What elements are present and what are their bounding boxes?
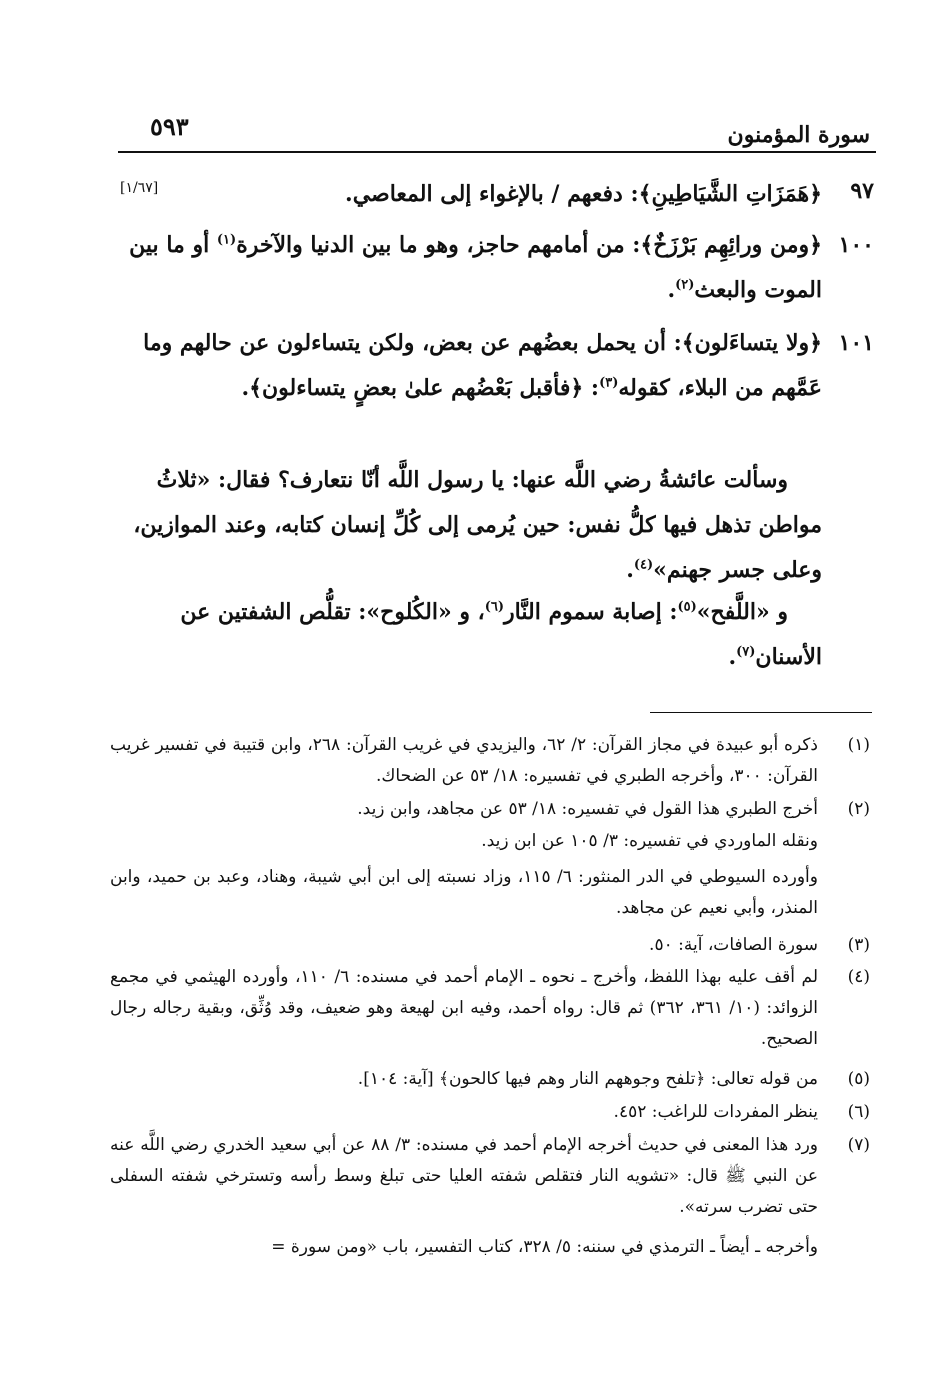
page-number: ٥٩٣ — [150, 112, 189, 141]
footnote-6 — [110, 1097, 870, 1128]
footnote-number: (٦) — [847, 1102, 870, 1122]
footnote-7-continuation — [110, 1232, 870, 1263]
footnote-text: من قوله تعالى: ﴿تلفح وجوههم النار وهم فيها كالحون﴾ [آية: ١٠٤]. — [357, 1069, 818, 1089]
footnote-text: ذكره أبو عبيدة في مجاز القرآن: ٢/ ٦٢، واليزيدي في غريب القرآن: ٢٦٨، وابن قتيبة في تفسير غريب القرآن: ٣٠٠، وأخرجه الطبري في تفسيره: ١٨/ ٥٣ عن الضحاك. — [110, 735, 818, 786]
footnote-3 — [110, 930, 870, 961]
lafh-part-a: و «اللَّفح» — [696, 599, 788, 625]
footnote-text: سورة الصافات، آية: ٥٠. — [649, 935, 818, 955]
verse-number-101: ١٠١ — [838, 330, 874, 356]
footnote-text: ورد هذا المعنى في حديث أخرجه الإمام أحمد في مسنده: ٣/ ٨٨ عن أبي سعيد الخدري رضي اللَّه عنه عن النبي ﷺ قال: «تشويه النار فتقلص شفته العليا حتى تبلغ وسط رأسه وتسترخي شفته السفلى حتى تضرب سرته». — [110, 1135, 818, 1217]
footnote-1 — [110, 730, 870, 792]
lafh-part-b: : إصابة سموم النَّار — [504, 599, 678, 625]
surah-title: سورة المؤمنون — [727, 122, 870, 148]
verse-100-part-c: . — [667, 277, 676, 303]
footnote-text: ونقله الماوردي في تفسيره: ٣/ ١٠٥ عن ابن زيد. — [481, 831, 818, 851]
verse-97-text: ﴿هَمَزَاتِ الشَّيَاطِينِ﴾: دفعهم / بالإغواء إلى المعاصي. — [345, 181, 822, 207]
footnote-text: أخرج الطبري هذا القول في تفسيره: ١٨/ ٥٣ عن مجاهد، وابن زيد. — [357, 799, 818, 819]
footnote-ref-3[interactable]: (٣) — [599, 375, 619, 391]
footnote-text: ينظر المفردات للراغب: ٤٥٢. — [613, 1102, 818, 1122]
verse-100-part-b: أو ما بين الموت والبعث — [129, 232, 822, 303]
aisha-text: وسألت عائشةُ رضي اللَّه عنها: يا رسول اللَّه أنّا نتعارف؟ فقال: «ثلاثُ مواطن تذهل فيها كلُّ نفس: حين يُرمى إلى كُلِّ إنسان كتابه، وعند الموازين، وعلى جسر جهنم» — [133, 467, 822, 583]
lafh-part-c: ، و «الكُلوح»: تقلُّص الشفتين عن الأسنان — [180, 599, 822, 670]
verse-101-part-b: : ﴿فأقبل بَعْضُهم علىٰ بعضٍ يتساءلون﴾. — [241, 375, 600, 401]
lafh-paragraph — [122, 590, 822, 680]
footnote-text: وأخرجه ـ أيضاً ـ الترمذي في سننه: ٥/ ٣٢٨، كتاب التفسير، باب «ومن سورة = — [271, 1237, 818, 1257]
footnote-number: (٧) — [847, 1135, 870, 1155]
footnote-4 — [110, 962, 870, 1055]
footnote-number: (١) — [847, 735, 870, 755]
verse-number-100: ١٠٠ — [838, 232, 874, 258]
footnote-ref-1[interactable]: (١) — [216, 232, 237, 248]
aisha-paragraph — [122, 458, 822, 593]
footnote-text: وأورده السيوطي في الدر المنثور: ٦/ ١١٥، وزاد نسبته إلى ابن أبي شيبة، وهناد، وعبد بن حميد، وابن المنذر، وأبي نعيم عن مجاهد. — [110, 867, 818, 918]
margin-reference: [١/٦٧] — [120, 180, 159, 196]
footnote-2-continuation-b — [110, 862, 870, 924]
header-rule — [118, 151, 876, 153]
verse-number-97: ٩٧ — [850, 178, 874, 204]
footnote-ref-2[interactable]: (٢) — [675, 277, 695, 293]
footnote-number: (٤) — [847, 967, 870, 987]
footnote-ref-7[interactable]: (٧) — [736, 644, 756, 660]
footnote-separator — [650, 712, 872, 713]
verse-101-text — [122, 321, 822, 411]
verse-100-text — [122, 223, 822, 313]
aisha-text-end: . — [626, 557, 634, 583]
footnote-text: لم أقف عليه بهذا اللفظ، وأخرج ـ نحوه ـ الإمام أحمد في مسنده: ٦/ ١١٠، وأورده الهيثمي في مجمع الزوائد: (١٠/ ٣٦١، ٣٦٢) ثم قال: رواه أحمد، وفيه ابن لهيعة وهو ضعيف، وقد وُثِّق، وبقية رجاله رجال الصحيح. — [110, 967, 819, 1049]
footnote-number: (٥) — [847, 1069, 870, 1089]
verse-101-part-a: ﴿ولا يتساءَلون﴾: أن يحمل بعضُهم عن بعض، ولكن يتساءلون عن حالهم وما عَمَّهم من البلاء، كقوله — [143, 330, 822, 401]
footnote-2-continuation-a — [110, 826, 870, 857]
lafh-part-d: . — [728, 644, 737, 670]
footnote-2 — [110, 794, 870, 825]
footnote-number: (٢) — [847, 799, 870, 819]
footnote-number: (٣) — [847, 935, 870, 955]
footnote-ref-4[interactable]: (٤) — [633, 557, 654, 573]
verse-100-part-a: ﴿ومن ورائِهِم بَرْزَخٌ﴾: من أمامهم حاجز، وهو ما بين الدنيا والآخرة — [236, 232, 822, 258]
footnote-ref-6[interactable]: (٦) — [484, 599, 505, 615]
footnote-ref-5[interactable]: (٥) — [677, 599, 697, 615]
footnote-7 — [110, 1130, 870, 1223]
footnote-5 — [110, 1064, 870, 1095]
